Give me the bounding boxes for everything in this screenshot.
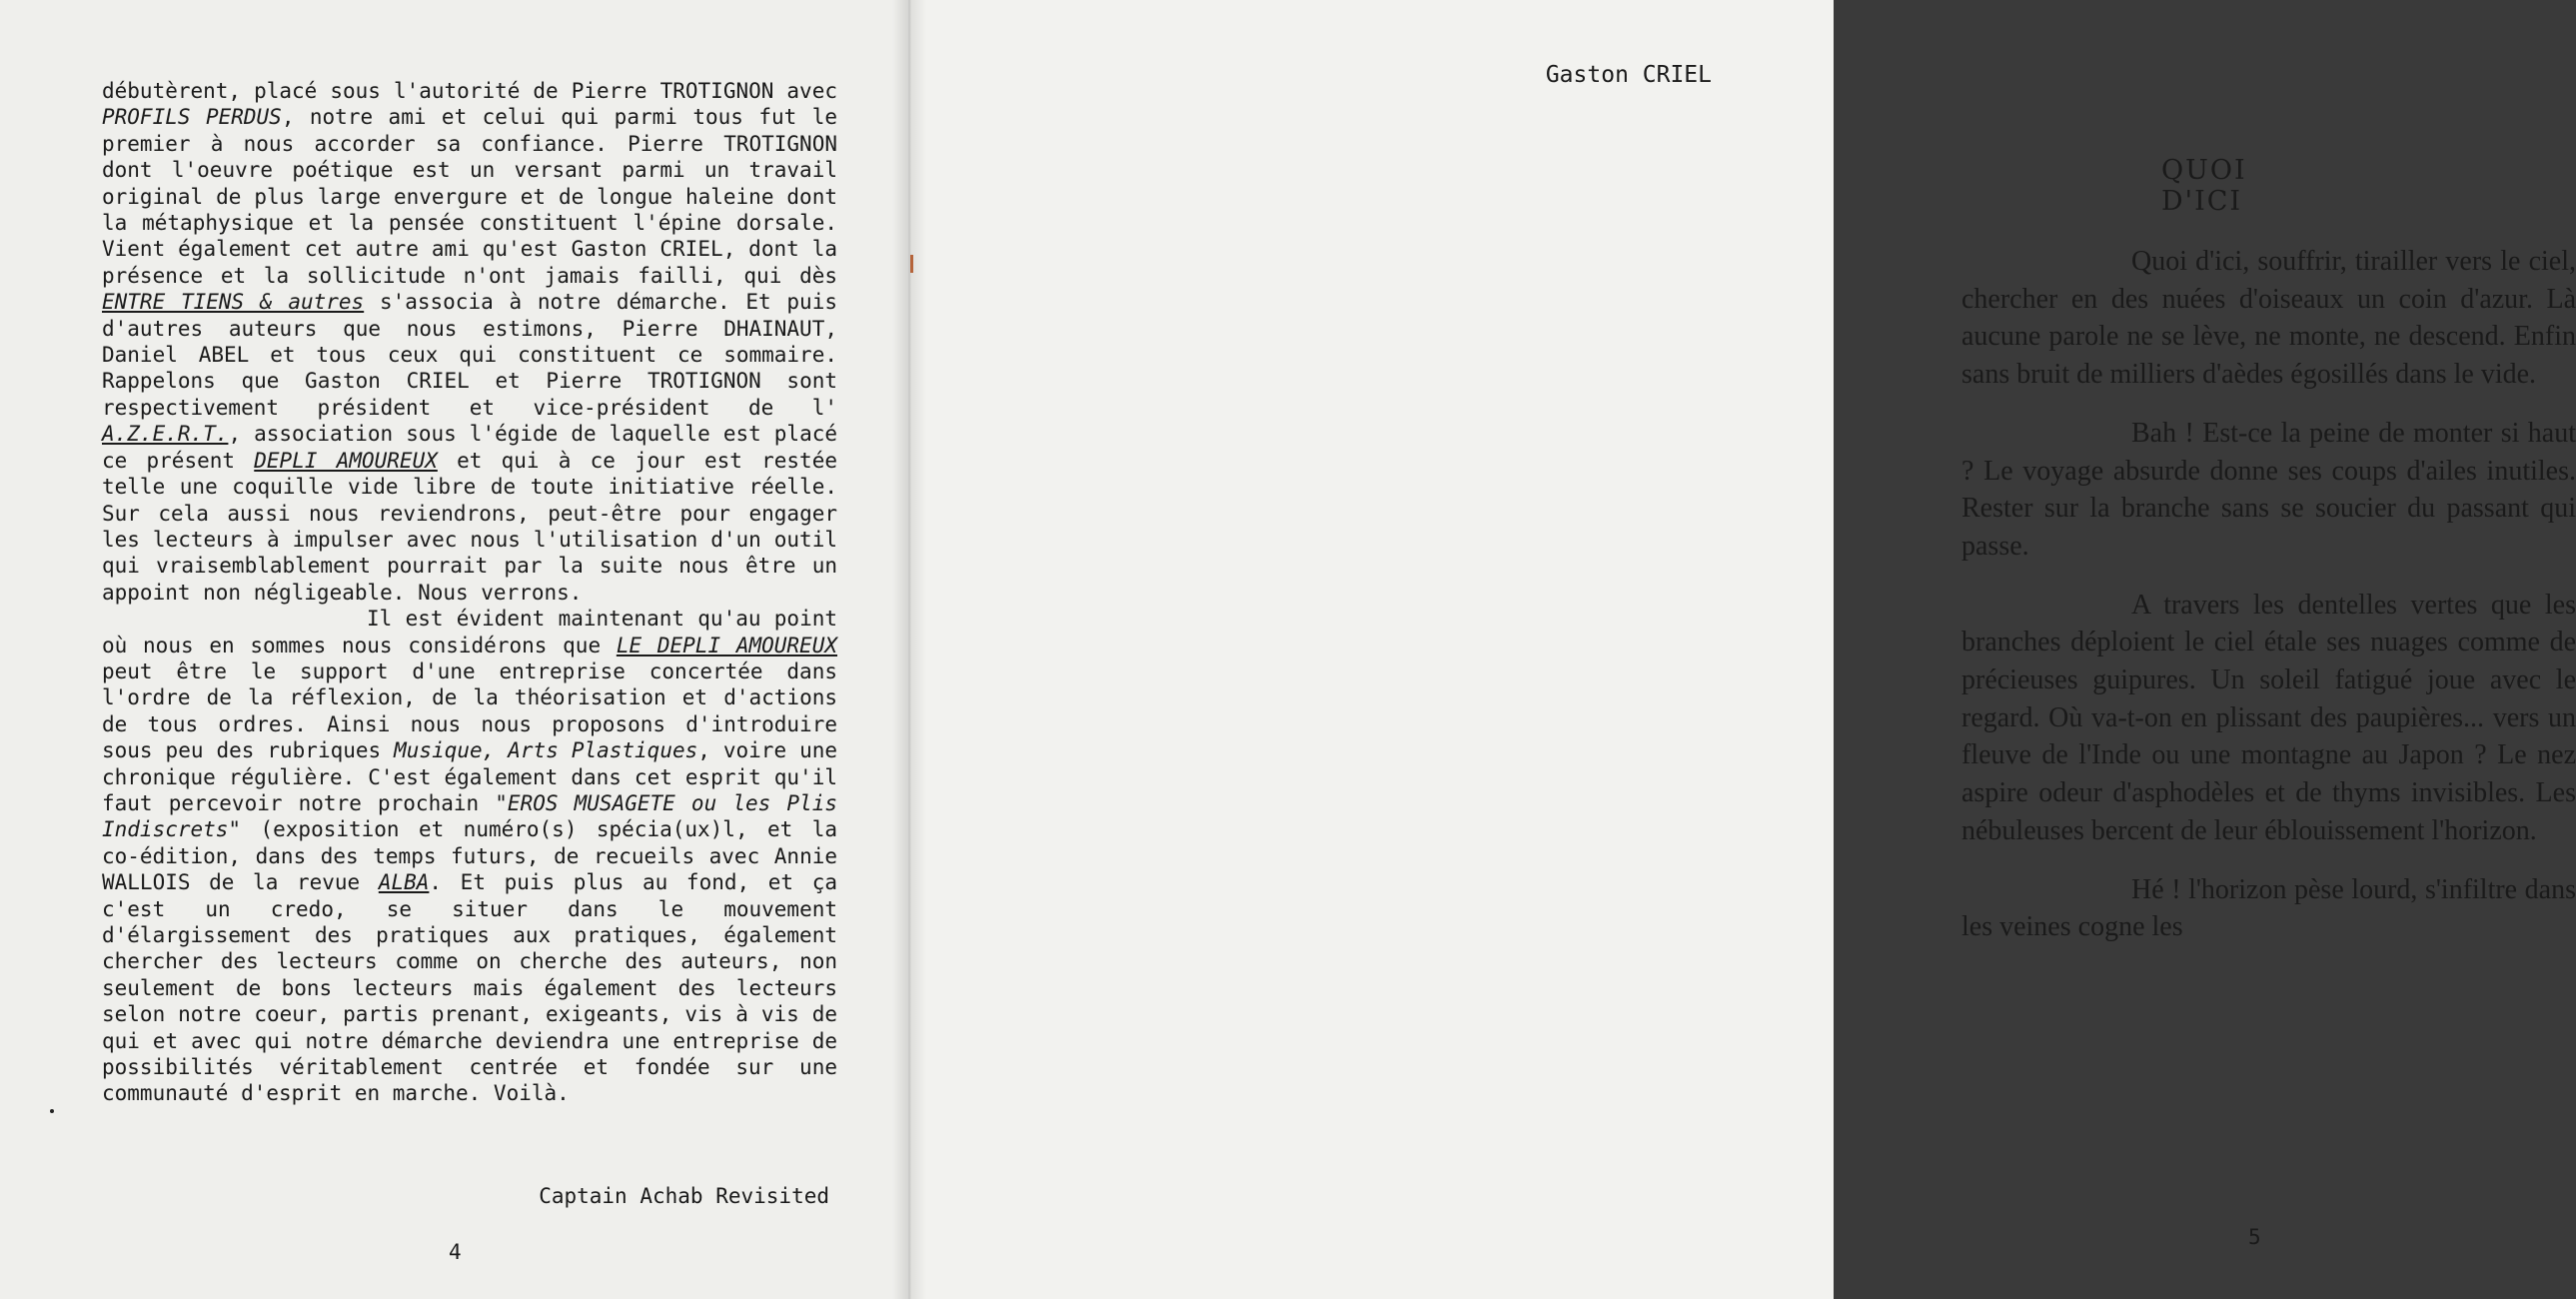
text-segment: DEPLI AMOUREUX — [254, 448, 438, 473]
editorial-paragraph — [102, 78, 837, 606]
editorial-text — [102, 78, 837, 1107]
text-segment: et qui à ce jour est restée telle une coquille vide libre de toute initiative réelle. Sur cela aussi nous reviendrons, peut-être pour engager les lecteurs à impulser avec nous l'utilisation d'un outil qui vraisemblablement pourrait par la suite nous être un appoint non négligeable. Nous verrons. — [102, 448, 837, 605]
poem-paragraph: A travers les dentelles vertes que les branches déploient le ciel étale ses nuages comme de précieuses guipures. Un soleil fatigué joue avec le regard. Où va-t-on en plissant des paupières... vers un fleuve de l'Inde ou une montagne au Japon ? Le nez aspire odeur d'asphodèles et de thyms invisibles. Les nébuleuses bercent de leur éblouissement l'horizon. — [1961, 589, 2576, 846]
text-segment: . Et puis plus au fond, et ça c'est un credo, se situer dans le mouvement d'élargissement des pratiques aux pratiques, également chercher des lecteurs comme on cherche des auteurs, non seulement de bons lecteurs mais également des lecteurs selon notre coeur, partis prenant, exigeants, vis à vis de qui et avec qui notre démarche deviendra une entreprise de possibilités véritablement centrée et fondée sur une communauté d'esprit en marche. Voilà. — [102, 870, 837, 1106]
text-segment: "EROS MUSAGETE ou les Plis Indiscrets" — [102, 790, 837, 842]
text-segment: A.Z.E.R.T. — [102, 422, 229, 447]
poem-paragraph: Bah ! Est-ce la peine de monter si haut ? Le voyage absurde donne ses coups d'ailes inutiles. Rester sur la branche sans se soucier du passant qui passe. — [1961, 417, 2576, 562]
right-page — [907, 0, 2576, 1299]
text-segment: débutèrent, placé sous l'autorité de Pierre TROTIGNON avec — [102, 79, 837, 103]
text-segment: Il est évident maintenant qu'au point où nous en sommes nous considérons que — [102, 607, 837, 657]
poem-paragraph: Hé ! l'horizon pèse lourd, s'infiltre dans les veines cogne les — [1961, 873, 2576, 943]
text-segment: peut être le support d'une entreprise concertée dans l'ordre de la réflexion, de la théorisation et d'actions de tous ordres. Ainsi nous nous proposons d'introduire sous peu des rubriques — [102, 658, 837, 763]
poem-title: QUOI D'ICI — [2161, 155, 2247, 217]
page-number-left: 4 — [449, 1240, 462, 1264]
text-segment: (exposition et numéro(s) spécia(ux)l, et la co-édition, dans des temps futurs, de recueils avec Annie WALLOIS de la revue — [102, 817, 837, 895]
text-segment: , association sous l'égide de laquelle est placé ce présent — [102, 422, 837, 473]
author-name: Gaston CRIEL — [1545, 62, 1712, 88]
text-segment: ALBA — [378, 870, 430, 895]
text-segment: ENTRE TIENS & autres — [102, 290, 365, 315]
text-segment: LE DEPLI AMOUREUX — [616, 633, 837, 657]
page-number-right: 5 — [2248, 1225, 2261, 1249]
text-segment: , voire une chronique régulière. C'est également dans cet esprit qu'il faut percevoir notre prochain — [102, 738, 837, 815]
text-segment: Musique, Arts Plastiques — [394, 738, 698, 763]
poem-text — [1961, 243, 2576, 967]
text-segment: s'associa à notre démarche. Et puis d'autres auteurs que nous estimons, Pierre DHAINAUT, Daniel ABEL et tous ceux qui constituent ce sommaire. Rappelons que Gaston CRIEL et Pierre TROTIGNON sont respectivement président et vice-président de l' — [102, 290, 837, 420]
left-page — [0, 0, 907, 1299]
text-segment: , notre ami et celui qui parmi tous fut le premier à nous accorder sa confiance. Pierre TROTIGNON dont l'oeuvre poétique est un versant parmi un travail original de plus large envergure et de longue haleine dont la métaphysique et la pensée constituent l'épine dorsale. Vient également cet autre ami qu'est Gaston CRIEL, dont la présence et la sollicitude n'ont jamais failli, qui dès — [102, 105, 837, 288]
signature: Captain Achab Revisited — [539, 1184, 829, 1208]
ink-speck — [50, 1109, 54, 1113]
text-segment: PROFILS PERDUS — [102, 105, 282, 130]
poem-paragraph: Quoi d'ici, souffrir, tirailler vers le ciel, chercher en des nuées d'oiseaux un coin d'azur. Là aucune parole ne se lève, ne monte, ne descend. Enfin sans bruit de milliers d'aèdes égosillés dans le vide. — [1961, 246, 2576, 391]
binding-mark — [910, 255, 913, 273]
editorial-paragraph — [102, 606, 837, 1107]
